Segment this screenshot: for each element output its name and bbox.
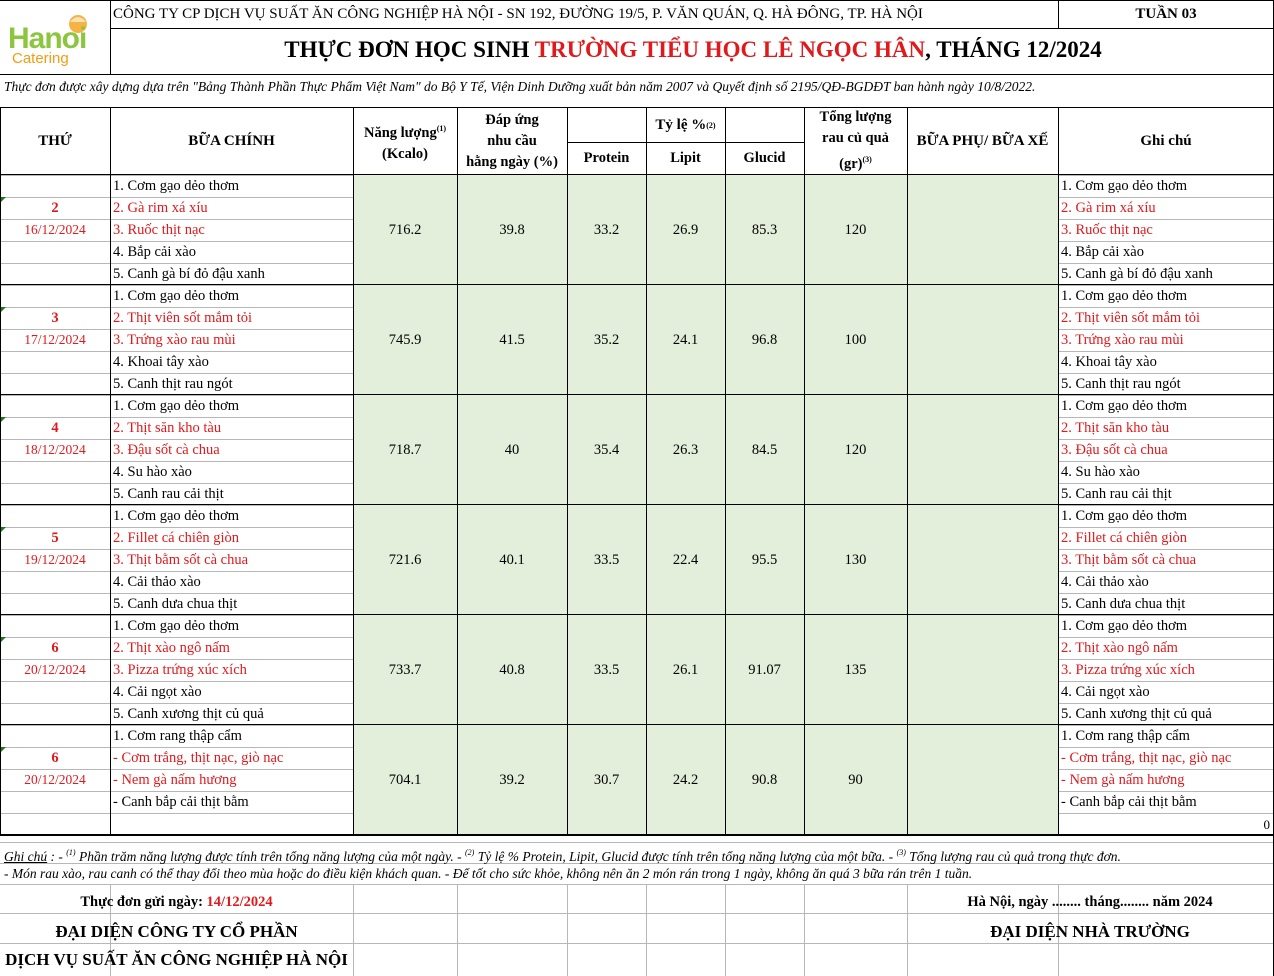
note-dish-item: - Canh bắp cải thịt bằm: [1061, 794, 1197, 810]
table-border: [0, 174, 1274, 175]
footnote-ref-2: (2): [706, 120, 716, 130]
nutrition-shaded-area: [353, 175, 1058, 835]
table-border: [0, 614, 1274, 615]
veg-value: 120: [844, 442, 867, 458]
energy-value: 733.7: [388, 662, 422, 678]
note-dish-item: 5. Canh rau cải thịt: [1061, 486, 1172, 502]
main-dish-item: 2. Thịt viên sốt mắm tỏi: [113, 310, 253, 326]
note-dish-item: 1. Cơm gạo dẻo thơm: [1061, 288, 1188, 304]
table-border: [0, 835, 1274, 836]
header-lipit: Lipit: [670, 149, 701, 166]
grid-line: [0, 884, 1274, 885]
protein-value: 33.2: [593, 222, 620, 238]
header-dap-ung-line1: Đáp ứng: [485, 111, 539, 128]
hanoi-catering-logo: [8, 10, 100, 70]
week-label: TUẦN 03: [1135, 6, 1197, 22]
footnote-s3: (3): [896, 848, 906, 857]
header-dap-ung-line3: hằng ngày (%): [466, 153, 558, 170]
energy-value: 721.6: [388, 552, 422, 568]
footnote-ref-1: (1): [436, 123, 447, 133]
note-dish-item: 3. Đậu sốt cà chua: [1061, 442, 1168, 458]
main-dish-item: 3. Trứng xào rau mùi: [113, 332, 236, 348]
protein-value: 33.5: [593, 662, 620, 678]
main-dish-item: 4. Su hào xào: [113, 464, 192, 480]
footnote-ref-3: (3): [862, 155, 872, 164]
title-school: TRƯỜNG TIỂU HỌC LÊ NGỌC HÂN: [534, 37, 926, 62]
header-ty-le: [567, 108, 804, 142]
day-date: 16/12/2024: [24, 222, 86, 237]
header-rau-cu-qua: [804, 108, 907, 174]
sent-label: Thực đơn gửi ngày:: [80, 894, 207, 910]
note-dish-item: 5. Canh dưa chua thịt: [1061, 596, 1186, 612]
table-border: [907, 107, 908, 835]
main-dish-item: 3. Thịt bằm sốt cà chua: [113, 552, 249, 568]
header-rau-line2: rau củ quả: [822, 130, 889, 146]
grid-line: [457, 884, 458, 976]
header-dap-ung-line2: nhu cầu: [487, 132, 537, 149]
note-dish-item: 4. Cải thảo xào: [1061, 574, 1149, 590]
day-number: 2: [51, 200, 59, 216]
day-date: 19/12/2024: [24, 552, 86, 567]
veg-value: 90: [848, 772, 863, 788]
footnote-s1: (1): [66, 848, 76, 857]
grid-line: [804, 884, 805, 976]
veg-value: 135: [844, 662, 867, 678]
page-title: [113, 33, 1273, 67]
meet-value: 40: [504, 442, 520, 458]
sent-date: 14/12/2024: [206, 894, 273, 910]
table-border: [0, 107, 1274, 108]
table-border: [804, 107, 805, 835]
note-dish-item: 1. Cơm gạo dẻo thơm: [1061, 398, 1188, 414]
main-dish-item: - Cơm trắng, thịt nạc, giò nạc: [113, 750, 284, 766]
note-dish-item: 5. Canh gà bí đỏ đậu xanh: [1061, 266, 1213, 282]
note-dish-item: 5. Canh thịt rau ngót: [1061, 376, 1181, 392]
rep-school: ĐẠI DIỆN NHÀ TRƯỜNG: [990, 922, 1190, 941]
energy-value: 704.1: [388, 772, 422, 788]
glucid-value: 95.5: [751, 552, 778, 568]
meet-value: 39.2: [499, 772, 525, 788]
veg-value: 130: [844, 552, 867, 568]
note-dish-item: - Cơm trắng, thịt nạc, giò nạc: [1061, 750, 1232, 766]
day-number: 5: [51, 530, 59, 546]
table-border: [110, 107, 111, 835]
footnote-line-2: - Món rau xào, rau canh có thể thay đổi theo mùa hoặc do điều kiện khách quan. - Để tốt cho sức khỏe, không nên ăn 2 món rán trong 1 ngày, không ăn quá 3 bữa rán trên 1 tuần.: [4, 866, 973, 881]
footnote-s2: (2): [465, 848, 475, 857]
main-dish-item: 1. Cơm gạo dẻo thơm: [113, 178, 240, 194]
table-border: [0, 74, 1274, 75]
table-border: [1058, 107, 1059, 835]
note-dish-item: 1. Cơm gạo dẻo thơm: [1061, 508, 1188, 524]
main-dish-item: 5. Canh gà bí đỏ đậu xanh: [113, 266, 265, 282]
note-dish-item: - Nem gà nấm hương: [1061, 772, 1185, 788]
main-dish-item: 3. Ruốc thịt nạc: [113, 222, 205, 238]
table-border: [0, 284, 1274, 285]
header-ghi-chu: Ghi chú: [1140, 132, 1192, 149]
meet-value: 41.5: [499, 332, 525, 348]
energy-value: 716.2: [388, 222, 422, 238]
main-dish-item: 5. Canh xương thịt củ quả: [113, 706, 264, 722]
protein-value: 35.2: [593, 332, 620, 348]
protein-value: 35.4: [593, 442, 620, 458]
energy-value: 718.7: [388, 442, 422, 458]
day-number: 3: [51, 310, 59, 326]
main-dish-item: 1. Cơm gạo dẻo thơm: [113, 288, 240, 304]
day-date: 20/12/2024: [24, 662, 86, 677]
note-dish-item: 3. Ruốc thịt nạc: [1061, 222, 1153, 238]
note-dish-item: 1. Cơm gạo dẻo thơm: [1061, 178, 1188, 194]
main-dish-item: 5. Canh dưa chua thịt: [113, 596, 238, 612]
rep-company-line1: ĐẠI DIỆN CÔNG TY CỔ PHẦN: [55, 922, 298, 941]
footnote-t2: Tỷ lệ % Protein, Lipit, Glucid được tính trên tổng năng lượng của một bữa. -: [474, 849, 897, 864]
title-prefix: THỰC ĐƠN HỌC SINH: [284, 37, 535, 62]
main-dish-item: - Nem gà nấm hương: [113, 772, 237, 788]
title-suffix: , THÁNG 12/2024: [925, 37, 1102, 62]
veg-value: 120: [844, 222, 867, 238]
note-dish-item: 3. Trứng xào rau mùi: [1061, 332, 1184, 348]
table-border: [567, 142, 804, 143]
day-number: 4: [51, 420, 59, 436]
veg-value: 100: [844, 332, 867, 348]
main-dish-item: - Canh bắp cải thịt bằm: [113, 794, 249, 810]
main-dish-item: 3. Pizza trứng xúc xích: [113, 662, 247, 678]
note-dish-item: 3. Thịt bằm sốt cà chua: [1061, 552, 1197, 568]
table-border: [110, 28, 1274, 29]
glucid-value: 96.8: [751, 332, 778, 348]
lipit-value: 24.1: [672, 332, 699, 348]
meet-value: 39.8: [499, 222, 525, 238]
table-border: [725, 107, 726, 835]
glucid-value: 91.07: [748, 662, 781, 678]
table-border: [567, 107, 568, 835]
logo-sub-text: Catering: [12, 50, 69, 67]
header-dap-ung: [457, 108, 567, 174]
energy-value: 745.9: [388, 332, 422, 348]
note-dish-item: 1. Cơm gạo dẻo thơm: [1061, 618, 1188, 634]
grid-line: [646, 884, 647, 976]
table-border: [0, 504, 1274, 505]
protein-value: 33.5: [593, 552, 620, 568]
logo-brand-text: Hanoi: [8, 22, 87, 55]
day-date: 20/12/2024: [24, 772, 86, 787]
note-dish-item: 2. Thịt viên sốt mắm tỏi: [1061, 310, 1201, 326]
sent-date-line: [0, 891, 353, 913]
note-dish-item: 4. Cải ngọt xào: [1061, 684, 1150, 700]
main-dish-item: 4. Cải thảo xào: [113, 574, 201, 590]
rep-company-line2: DỊCH VỤ SUẤT ĂN CÔNG NGHIỆP HÀ NỘI: [5, 950, 348, 969]
lipit-value: 26.1: [672, 662, 699, 678]
protein-value: 30.7: [593, 772, 620, 788]
lipit-value: 26.9: [672, 222, 699, 238]
main-dish-item: 4. Cải ngọt xào: [113, 684, 202, 700]
header-protein: Protein: [583, 149, 630, 166]
footnote-t3: Tổng lượng rau củ quả trong thực đơn.: [905, 849, 1121, 864]
header-rau-line1: Tổng lượng: [819, 109, 892, 125]
table-border: [353, 107, 354, 835]
glucid-value: 90.8: [751, 772, 778, 788]
main-dish-item: 1. Cơm gạo dẻo thơm: [113, 398, 240, 414]
main-dish-item: 4. Khoai tây xào: [113, 354, 209, 370]
day-number: 6: [51, 640, 59, 656]
footnote-label: Ghi chú: [4, 849, 48, 864]
note-dish-item: 4. Khoai tây xào: [1061, 354, 1157, 370]
note-dish-item: 2. Thịt săn kho tàu: [1061, 420, 1170, 436]
main-dish-item: 5. Canh rau cải thịt: [113, 486, 224, 502]
main-dish-item: 1. Cơm gạo dẻo thơm: [113, 508, 240, 524]
main-dish-item: 4. Bắp cải xào: [113, 244, 196, 260]
lipit-value: 26.3: [672, 442, 699, 458]
table-border: [0, 0, 1274, 1]
table-border: [0, 107, 1, 835]
note-dish-item: 2. Thịt xào ngô nấm: [1061, 640, 1178, 656]
table-border: [1058, 0, 1059, 28]
day-date: 17/12/2024: [24, 332, 86, 347]
note-dish-item: 4. Bắp cải xào: [1061, 244, 1144, 260]
main-dish-item: 2. Thịt săn kho tàu: [113, 420, 222, 436]
table-border: [646, 107, 647, 835]
note-dish-item: 3. Pizza trứng xúc xích: [1061, 662, 1195, 678]
main-dish-item: 1. Cơm rang thập cẩm: [113, 728, 242, 744]
header-nang-luong-unit: (Kcalo): [382, 145, 428, 162]
grid-line: [0, 913, 1274, 914]
note-dish-item: 4. Su hào xào: [1061, 464, 1140, 480]
main-dish-item: 1. Cơm gạo dẻo thơm: [113, 618, 240, 634]
grid-line: [725, 884, 726, 976]
glucid-value: 85.3: [751, 222, 778, 238]
lipit-value: 22.4: [672, 552, 699, 568]
place-date-line: Hà Nội, ngày ........ tháng........ năm 2024: [967, 894, 1213, 910]
footnote-t1: Phần trăm năng lượng được tính trên tổng năng lượng của một ngày. -: [75, 849, 466, 864]
main-dish-item: 3. Đậu sốt cà chua: [113, 442, 220, 458]
note-dish-item: 2. Fillet cá chiên giòn: [1061, 530, 1188, 546]
header-nang-luong: [353, 108, 457, 174]
trailing-zero: 0: [1263, 817, 1270, 832]
grid-line: [567, 884, 568, 976]
header-nang-luong-label: Năng lượng: [363, 124, 437, 141]
table-border: [110, 0, 111, 74]
main-dish-item: 2. Gà rim xá xíu: [113, 200, 208, 216]
meet-value: 40.1: [499, 552, 525, 568]
day-number: 6: [51, 750, 59, 766]
note-dish-item: 5. Canh xương thịt củ quả: [1061, 706, 1212, 722]
lipit-value: 24.2: [672, 772, 699, 788]
day-date: 18/12/2024: [24, 442, 86, 457]
meet-value: 40.8: [499, 662, 525, 678]
header-rau-line3: (gr): [839, 156, 863, 172]
main-dish-item: 2. Thịt xào ngô nấm: [113, 640, 230, 656]
company-line: CÔNG TY CP DỊCH VỤ SUẤT ĂN CÔNG NGHIỆP HÀ NỘI - SN 192, ĐƯỜNG 19/5, P. VĂN QUÁN, Q. HÀ ĐÔNG, TP. HÀ NỘI: [113, 6, 923, 22]
glucid-value: 84.5: [751, 442, 778, 458]
header-bua-phu: BỮA PHỤ/ BỮA XẾ: [916, 132, 1049, 149]
main-dish-item: 2. Fillet cá chiên giòn: [113, 530, 240, 546]
header-bua-chinh: BỮA CHÍNH: [188, 132, 275, 149]
grid-line: [353, 884, 354, 976]
grid-line: [0, 943, 1274, 944]
header-glucid: Glucid: [743, 149, 786, 166]
main-dish-item: 5. Canh thịt rau ngót: [113, 376, 233, 392]
footnote-sep: : -: [47, 849, 67, 864]
note-dish-item: 1. Cơm rang thập cẩm: [1061, 728, 1190, 744]
header-ty-le-label: Tỷ lệ %: [655, 116, 707, 133]
table-border: [457, 107, 458, 835]
note-dish-item: 2. Gà rim xá xíu: [1061, 200, 1156, 216]
source-note: Thực đơn được xây dựng dựa trên "Bảng Thành Phần Thực Phẩm Việt Nam" do Bộ Y Tế, Viện Dinh Dưỡng xuất bản năm 2007 và Quyết định số 2195/QĐ-BGDĐT ban hành ngày 10/8/2022.: [4, 79, 1036, 94]
table-border: [0, 394, 1274, 395]
header-thu: THỨ: [38, 132, 72, 149]
table-border: [0, 724, 1274, 725]
